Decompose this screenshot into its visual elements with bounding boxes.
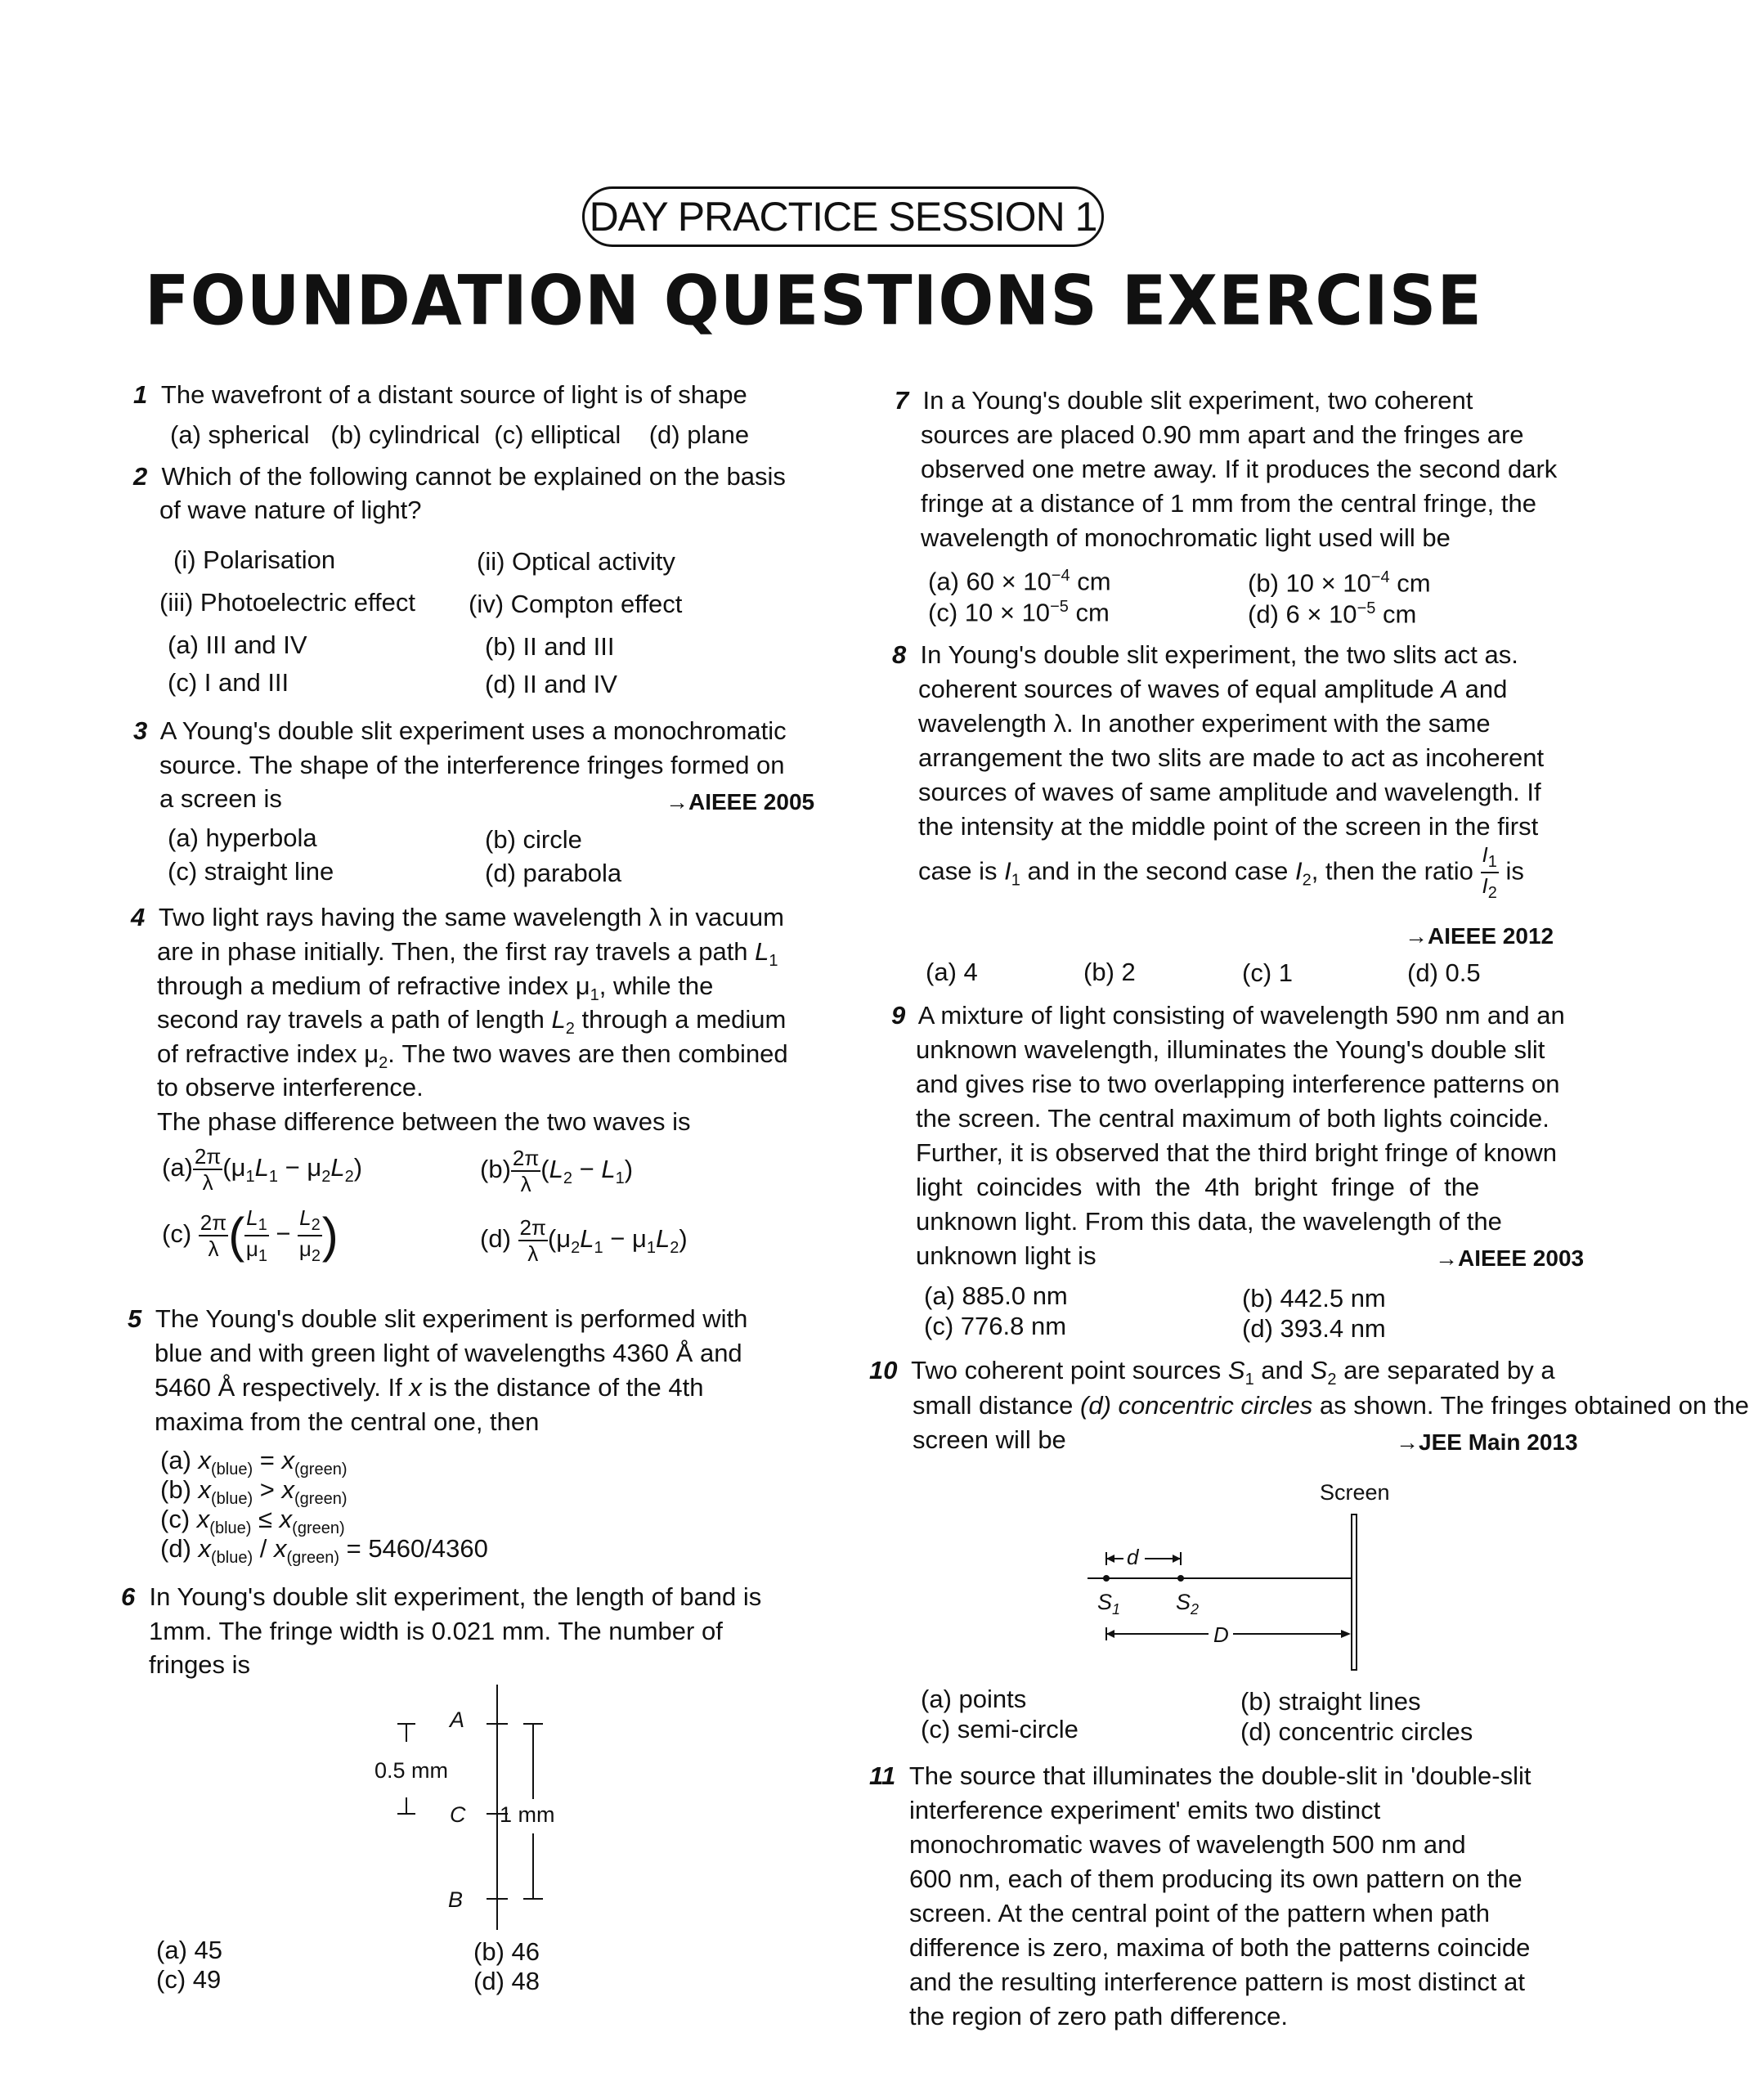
q11-line5: screen. At the central point of the pattern when path: [909, 1899, 1491, 1927]
q7-option-c: (c) $10 \times 10^{-5}$ cm: [928, 598, 1110, 627]
label-B: B: [448, 1887, 464, 1912]
q5-option-a: (a) $x_{(blue)} = x_{(green)}$: [160, 1446, 348, 1479]
page-title: FOUNDATION QUESTIONS EXERCISE: [144, 260, 1483, 341]
q10-source: →JEE Main 2013: [1396, 1429, 1578, 1455]
D-arrow-left: [1106, 1630, 1114, 1638]
q11-line3: monochromatic waves of wavelength 500 nm and: [909, 1830, 1466, 1859]
q11-line4: 600 nm, each of them producing its own pattern on the: [909, 1864, 1523, 1893]
q9-option-c: (c) 776.8 nm: [924, 1312, 1067, 1340]
session-badge: DAY PRACTICE SESSION 1: [582, 186, 1104, 247]
q8-option-c: (c) 1: [1242, 958, 1293, 987]
q3-source: →AIEEE 2005: [666, 789, 815, 814]
q2-option-a: (a) III and IV: [168, 630, 307, 659]
source-S2-dot: [1177, 1575, 1184, 1582]
q9-source: →AIEEE 2003: [1435, 1245, 1585, 1271]
q8-line2: coherent sources of waves of equal amplitude A and: [918, 675, 1508, 703]
question-3: 3 A Young's double slit experiment uses a monochromatic: [133, 716, 787, 745]
q8-line7: case is $I_1$ and in the second case $I_2$, then the ratio $\frac{I_1}{I_2}$ is: [918, 842, 1524, 903]
q8-option-a: (a) 4: [926, 958, 978, 986]
label-d: d: [1127, 1545, 1139, 1569]
question-4: 4 Two light rays having the same wavelength λ in vacuum: [131, 903, 784, 931]
q2-item-ii: (ii) Optical activity: [477, 547, 675, 576]
question-7: 7 In a Young's double slit experiment, two coherent: [895, 386, 1473, 415]
q7-line5: wavelength of monochromatic light used will be: [921, 523, 1451, 552]
q8-line5: sources of waves of same amplitude and wavelength. If: [918, 778, 1541, 806]
q7-line2: sources are placed 0.90 mm apart and the fringes are: [921, 420, 1524, 449]
d-arrow-right: [1173, 1555, 1181, 1563]
screen-plate: [1352, 1514, 1357, 1670]
q7-option-a: (a) $60 \times 10^{-4}$ cm: [928, 567, 1111, 596]
q8-option-b: (b) 2: [1083, 958, 1136, 986]
label-half-mm: 0.5 mm: [374, 1758, 449, 1783]
q9-line7: unknown light. From this data, the wavelength of the: [916, 1207, 1502, 1236]
q9-line2: unknown wavelength, illuminates the Young's double slit: [916, 1035, 1545, 1064]
q9-line8: unknown light is: [916, 1241, 1096, 1270]
question-2: 2 Which of the following cannot be explained on the basis: [133, 462, 786, 491]
q8-line4: arrangement the two slits are made to act as incoherent: [918, 743, 1545, 772]
q2-line2: of wave nature of light?: [159, 496, 422, 524]
q10-double-slit-figure: [1079, 1472, 1423, 1685]
q9-line6: light coincides with the 4th bright fringe of the: [916, 1173, 1480, 1201]
q8-source: →AIEEE 2012: [1405, 923, 1554, 949]
q3-line2: source. The shape of the interference fringes formed on: [159, 751, 785, 779]
q3-option-d: (d) parabola: [485, 859, 622, 887]
q5-line4: maxima from the central one, then: [155, 1407, 540, 1436]
q7-line3: observed one metre away. If it produces the second dark: [921, 455, 1558, 483]
q4-line5: of refractive index $\mu_2$. The two waves are then combined: [157, 1039, 788, 1073]
q11-line8: the region of zero path difference.: [909, 2002, 1289, 2030]
D-arrow-right: [1341, 1630, 1351, 1638]
q4-option-d: (d) $\frac{2\pi}{\lambda}$ $(\mu_2L_1 - \mu_1L_2)$: [480, 1214, 688, 1266]
q5-option-b: (b) $x_{(blue)} > x_{(green)}$: [160, 1475, 348, 1509]
label-S1: $S_1$: [1097, 1590, 1121, 1618]
q10-line2: small distance (d) concentric circles as shown. The fringes obtained on the: [913, 1391, 1749, 1420]
q6-option-a: (a) 45: [156, 1936, 222, 1964]
q6-line2: 1mm. The fringe width is 0.021 mm. The number of: [149, 1617, 723, 1645]
q2-option-c: (c) I and III: [168, 668, 289, 697]
q2-item-iii: (iii) Photoelectric effect: [159, 588, 415, 617]
q8-line3: wavelength λ. In another experiment with the same: [918, 709, 1491, 738]
q4-option-a: (a) $\frac{2\pi}{\lambda}$ $(\mu_1L_1 - \mu_2L_2)$: [162, 1143, 363, 1195]
question-11: 11 The source that illuminates the double-slit in 'double-slit: [869, 1761, 1531, 1790]
q9-line5: Further, it is observed that the third bright fringe of known: [916, 1138, 1558, 1167]
q1-options: (a) spherical (b) cylindrical (c) elliptical (d) plane: [170, 420, 750, 449]
q9-option-b: (b) 442.5 nm: [1242, 1284, 1386, 1312]
question-5: 5 The Young's double slit experiment is performed with: [128, 1304, 748, 1333]
q5-option-c: (c) $x_{(blue)} \le x_{(green)}$: [160, 1505, 345, 1538]
q11-line6: difference is zero, maxima of both the patterns coincide: [909, 1933, 1531, 1962]
q7-option-b: (b) $10 \times 10^{-4}$ cm: [1248, 568, 1431, 598]
q3-line3: a screen is: [159, 784, 282, 813]
q6-option-c: (c) 49: [156, 1965, 222, 1994]
q9-line3: and gives rise to two overlapping interference patterns on: [916, 1070, 1560, 1098]
label-S2: $S_2$: [1176, 1590, 1200, 1618]
q7-line4: fringe at a distance of 1 mm from the central fringe, the: [921, 489, 1536, 518]
q6-band-figure: [360, 1676, 572, 1938]
q9-line4: the screen. The central maximum of both lights coincide.: [916, 1104, 1549, 1133]
q7-option-d: (d) $6 \times 10^{-5}$ cm: [1248, 599, 1417, 629]
q3-option-c: (c) straight line: [168, 857, 334, 886]
q2-option-b: (b) II and III: [485, 632, 615, 661]
q4-option-b: (b) $\frac{2\pi}{\lambda}$ $(L_2 - L_1)$: [480, 1145, 634, 1196]
q10-line3: screen will be: [913, 1425, 1066, 1454]
q6-line3: fringes is: [149, 1650, 251, 1679]
q2-item-i: (i) Polarisation: [173, 545, 336, 574]
q2-item-iv: (iv) Compton effect: [469, 590, 683, 618]
label-C: C: [450, 1802, 466, 1827]
q4-line4: second ray travels a path of length $L_2$ through a medium: [157, 1005, 787, 1039]
q6-option-b: (b) 46: [473, 1937, 540, 1966]
q10-option-a: (a) points: [921, 1685, 1027, 1713]
q8-option-d: (d) 0.5: [1407, 958, 1481, 987]
q10-option-b: (b) straight lines: [1240, 1687, 1421, 1716]
q6-option-d: (d) 48: [473, 1967, 540, 1995]
q4-line3: through a medium of refractive index $\mu_1$, while the: [157, 971, 714, 1005]
q2-option-d: (d) II and IV: [485, 670, 617, 698]
q3-option-b: (b) circle: [485, 825, 582, 854]
q10-option-c: (c) semi-circle: [921, 1715, 1079, 1743]
label-D: D: [1213, 1622, 1229, 1647]
q4-line6: to observe interference.: [157, 1073, 424, 1102]
q4-line2: are in phase initially. Then, the first ray travels a path $L_1$: [157, 937, 778, 971]
question-6: 6 In Young's double slit experiment, the length of band is: [121, 1582, 762, 1611]
question-8: 8 In Young's double slit experiment, the two slits act as.: [892, 640, 1518, 669]
question-10: 10 Two coherent point sources $S_1$ and $S_2$ are separated by a: [869, 1356, 1555, 1389]
q10-option-d: (d) concentric circles: [1240, 1717, 1473, 1746]
q3-option-a: (a) hyperbola: [168, 823, 317, 852]
q5-line2: blue and with green light of wavelengths 4360 Å and: [155, 1339, 742, 1367]
q11-line7: and the resulting interference pattern is most distinct at: [909, 1968, 1526, 1996]
source-S1-dot: [1103, 1575, 1110, 1582]
q8-line6: the intensity at the middle point of the screen in the first: [918, 812, 1539, 841]
label-screen: Screen: [1320, 1480, 1390, 1505]
q5-line3: 5460 Å respectively. If x is the distance of the 4th: [155, 1373, 704, 1402]
q4-option-c: (c) $\frac{2\pi}{\lambda}$ ( $\frac{L_1}{\mu_1}$ − $\frac{L_2}{\mu_2}$ ): [162, 1205, 339, 1265]
q11-line2: interference experiment' emits two distinct: [909, 1796, 1381, 1824]
label-one-mm: 1 mm: [500, 1802, 555, 1827]
label-A: A: [450, 1707, 465, 1732]
q9-option-a: (a) 885.0 nm: [924, 1281, 1068, 1310]
question-9: 9 A mixture of light consisting of wavelength 590 nm and an: [891, 1001, 1565, 1030]
q5-option-d: (d) $x_{(blue)} / x_{(green)} = 5460/4360$: [160, 1534, 488, 1568]
d-arrow-left: [1106, 1555, 1114, 1563]
q9-option-d: (d) 393.4 nm: [1242, 1314, 1386, 1343]
q4-line7: The phase difference between the two waves is: [157, 1107, 691, 1136]
question-1: 1 The wavefront of a distant source of light is of shape: [133, 380, 747, 409]
